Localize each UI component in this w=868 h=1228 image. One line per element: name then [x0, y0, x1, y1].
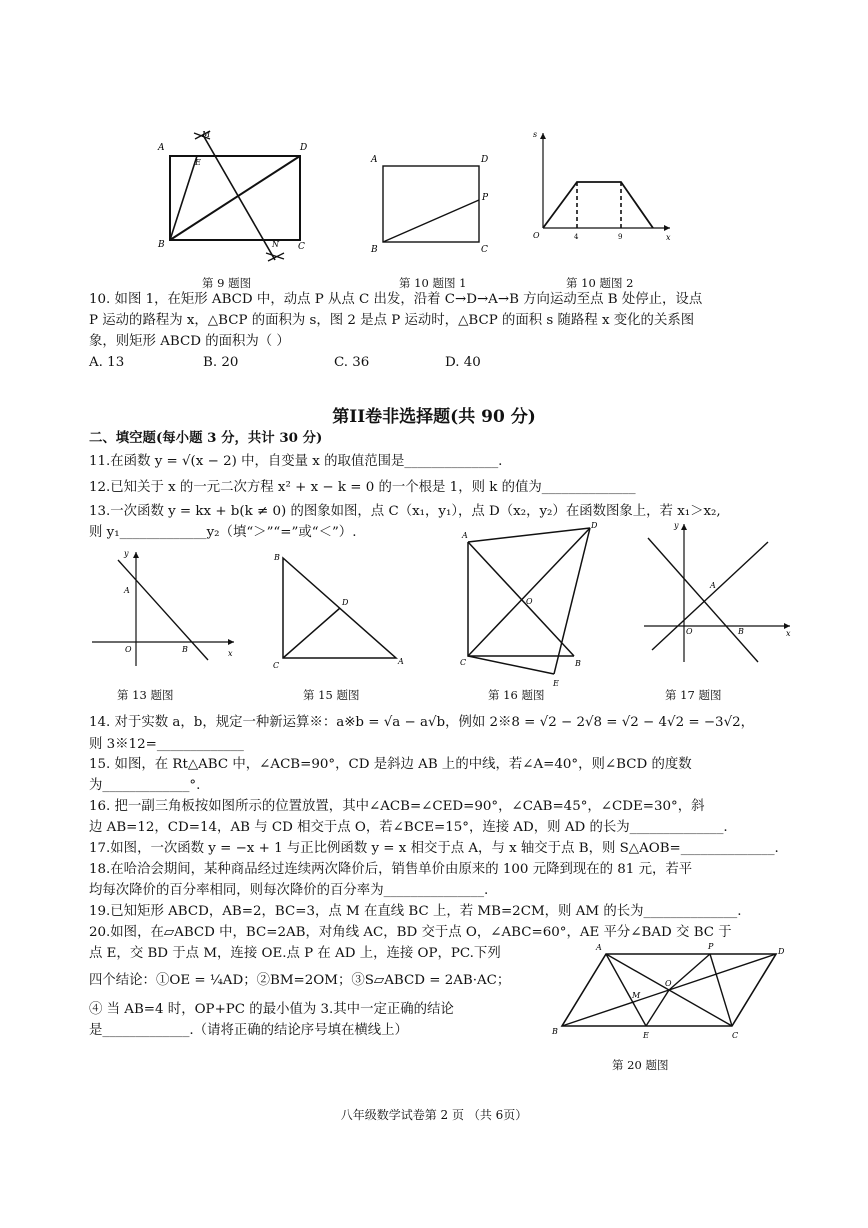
fig15-label-a: A: [398, 657, 404, 666]
fig16-label-d: D: [591, 521, 598, 530]
fig15-caption: 第 15 题图: [303, 688, 360, 702]
q10-line1: 10. 如图 1，在矩形 ABCD 中，动点 P 从点 C 出发，沿着 C→D→A→B 方向运动至点 B 处停止，设点: [89, 292, 703, 307]
q20-line4: ④ 当 AB=4 时，OP+PC 的最小值为 3.其中一定正确的结论: [89, 1002, 454, 1017]
q10-line2: P 运动的路程为 x，△BCP 的面积为 s，图 2 是点 P 运动时，△BCP 的面积 s 随路程 x 变化的关系图: [89, 313, 695, 328]
fig9-diagonal-bd: [170, 156, 300, 240]
question-12: 12.已知关于 x 的一元二次方程 x² + x − k = 0 的一个根是 1，则 k 的值为______________: [89, 480, 636, 495]
fig10-2-graph: [543, 182, 653, 228]
figure-16: [458, 520, 608, 688]
question-11: 11.在函数 y = √(x − 2) 中，自变量 x 的取值范围是______________.: [89, 454, 503, 469]
fig17-caption: 第 17 题图: [665, 688, 722, 702]
fig9-perpendicular-bisector: [203, 135, 275, 260]
fig10-2-tick-4: 4: [574, 233, 579, 241]
fig10-1-label-b: B: [371, 245, 378, 255]
q20-line3: 四个结论：①OE = ¼AD；②BM=2OM；③S▱ABCD = 2AB·AC；: [89, 973, 511, 988]
fig9-segment-be: [170, 156, 197, 240]
figure-9: [150, 125, 320, 270]
q10-line3: 象，则矩形 ABCD 的面积为（ ）: [89, 334, 290, 349]
fig16-label-b: B: [575, 659, 581, 668]
q20-line5: 是_____________.（请将正确的结论序号填在横线上）: [89, 1023, 408, 1038]
q20-line1: 20.如图，在▱ABCD 中，BC=2AB，对角线 AC，BD 交于点 O，∠ABC=60°，AE 平分∠BAD 交 BC 于: [89, 925, 732, 940]
figure-20: [548, 938, 788, 1043]
q15-line2: 为_____________°.: [89, 778, 201, 793]
fig16-hypotenuse-cd: [468, 528, 590, 656]
fig20-label-b: B: [552, 1027, 558, 1036]
fig9-label-a: A: [158, 143, 165, 153]
fig10-2-label-x: x: [666, 233, 671, 242]
fig20-label-o: O: [665, 979, 672, 988]
fig17-label-x: x: [786, 629, 791, 638]
section-2-title: 第II卷非选择题(共 90 分): [332, 407, 536, 427]
fig16-label-o: O: [526, 597, 533, 606]
q14-line2: 则 3※12=_____________: [89, 737, 244, 752]
page-footer: 八年级数学试卷第 2 页 （共 6页）: [340, 1108, 528, 1122]
fig20-label-c: C: [732, 1031, 739, 1040]
fig10-1-segment-bp: [383, 200, 479, 242]
fig20-caption: 第 20 题图: [612, 1058, 669, 1072]
q13-line1: 13.一次函数 y = kx + b(k ≠ 0) 的图象如图，点 C（x₁，y₁），点 D（x₂，y₂）在函数图象上，若 x₁＞x₂,: [89, 504, 721, 519]
q14-line1: 14. 对于实数 a，b，规定一种新运算※：a※b = √a − a√b，例如 2※8 = √2 − 2√8 = √2 − 4√2 = −3√2，: [89, 715, 755, 730]
fig16-caption: 第 16 题图: [488, 688, 545, 702]
fig13-label-x: x: [228, 649, 233, 658]
fig10-1-label-c: C: [481, 245, 488, 255]
q10-option-a: A. 13: [89, 355, 125, 370]
q20-line2: 点 E，交 BD 于点 M，连接 OE.点 P 在 AD 上，连接 OP，PC.下列: [89, 946, 501, 961]
fig9-label-c: C: [298, 242, 305, 252]
fig9-label-b: B: [158, 240, 165, 250]
fig17-line-y-equals-x: [652, 542, 768, 650]
fig17-line-negative: [648, 538, 758, 662]
fig17-label-o: O: [686, 627, 693, 636]
q10-option-b: B. 20: [203, 355, 239, 370]
q10-option-d: D. 40: [445, 355, 481, 370]
fig20-segment-op: [669, 954, 710, 990]
fig9-label-d: D: [300, 143, 308, 153]
fig20-label-d: D: [778, 947, 785, 956]
fig16-label-e: E: [553, 679, 559, 688]
fig9-label-n: N: [272, 240, 279, 249]
fig9-label-m: M: [202, 130, 211, 139]
figure-10-2: [525, 128, 675, 253]
figure-10-1: [365, 148, 495, 258]
fig15-label-d: D: [342, 598, 349, 607]
fig16-label-c: C: [460, 658, 467, 667]
figure-13: [88, 548, 238, 673]
fig10-1-caption: 第 10 题图 1: [399, 276, 467, 290]
fig13-label-y: y: [124, 549, 129, 558]
fig20-label-p: P: [708, 942, 714, 951]
fig16-label-a: A: [462, 531, 468, 540]
fig15-label-b: B: [274, 553, 280, 562]
fig15-median-cd: [283, 608, 340, 658]
q10-option-c: C. 36: [334, 355, 370, 370]
fig20-label-e: E: [643, 1031, 649, 1040]
fig13-caption: 第 13 题图: [117, 688, 174, 702]
fig20-label-a: A: [596, 943, 602, 952]
fig17-label-y: y: [674, 521, 679, 530]
fig13-label-o: O: [125, 645, 132, 654]
fig10-1-label-p: P: [482, 193, 489, 203]
fig15-label-c: C: [273, 661, 280, 670]
fig10-2-label-s: s: [533, 130, 538, 139]
fig9-caption: 第 9 题图: [202, 276, 252, 290]
fig13-label-b: B: [182, 645, 188, 654]
figure-15: [268, 550, 413, 670]
fig20-segment-oe: [646, 990, 669, 1026]
fig16-segment-ce: [468, 656, 554, 674]
q16-line2: 边 AB=12，CD=14，AB 与 CD 相交于点 O，若∠BCE=15°，连接 AD，则 AD 的长为______________.: [89, 820, 728, 835]
q13-line2: 则 y₁_____________y₂（填“＞”“=”或“＜”）.: [89, 525, 357, 540]
fig10-2-tick-9: 9: [618, 233, 623, 241]
q15-line1: 15. 如图，在 Rt△ABC 中，∠ACB=90°，CD 是斜边 AB 上的中线，若∠A=40°，则∠BCD 的度数: [89, 757, 692, 772]
question-17: 17.如图，一次函数 y = −x + 1 与正比例函数 y = x 相交于点 A，与 x 轴交于点 B，则 S△AOB=______________.: [89, 841, 779, 856]
fig10-2-label-o: O: [533, 231, 540, 240]
fig20-label-m: M: [632, 991, 641, 1000]
fill-in-section-title: 二、填空题(每小题 3 分，共计 30 分): [89, 430, 323, 446]
figure-17: [640, 520, 795, 670]
fig10-1-rectangle: [383, 166, 479, 242]
fig16-segment-de: [554, 528, 590, 674]
fig9-label-e: E: [195, 158, 201, 167]
fig10-2-caption: 第 10 题图 2: [566, 276, 634, 290]
q16-line1: 16. 把一副三角板按如图所示的位置放置，其中∠ACB=∠CED=90°，∠CAB=45°，∠CDE=30°，斜: [89, 799, 705, 814]
fig13-label-a: A: [124, 586, 130, 595]
fig16-segment-ad: [468, 528, 590, 542]
q18-line2: 均每次降价的百分率相同，则每次降价的百分率为_______________.: [89, 883, 489, 898]
fig17-label-b: B: [738, 627, 744, 636]
question-19: 19.已知矩形 ABCD，AB=2，BC=3，点 M 在直线 BC 上，若 MB=2CM，则 AM 的长为______________.: [89, 904, 742, 919]
fig10-1-label-d: D: [481, 155, 489, 165]
fig17-label-a: A: [710, 581, 716, 590]
q18-line1: 18.在哈洽会期间，某种商品经过连续两次降价后，销售单价由原来的 100 元降到现在的 81 元，若平: [89, 862, 693, 877]
fig10-1-label-a: A: [371, 155, 378, 165]
